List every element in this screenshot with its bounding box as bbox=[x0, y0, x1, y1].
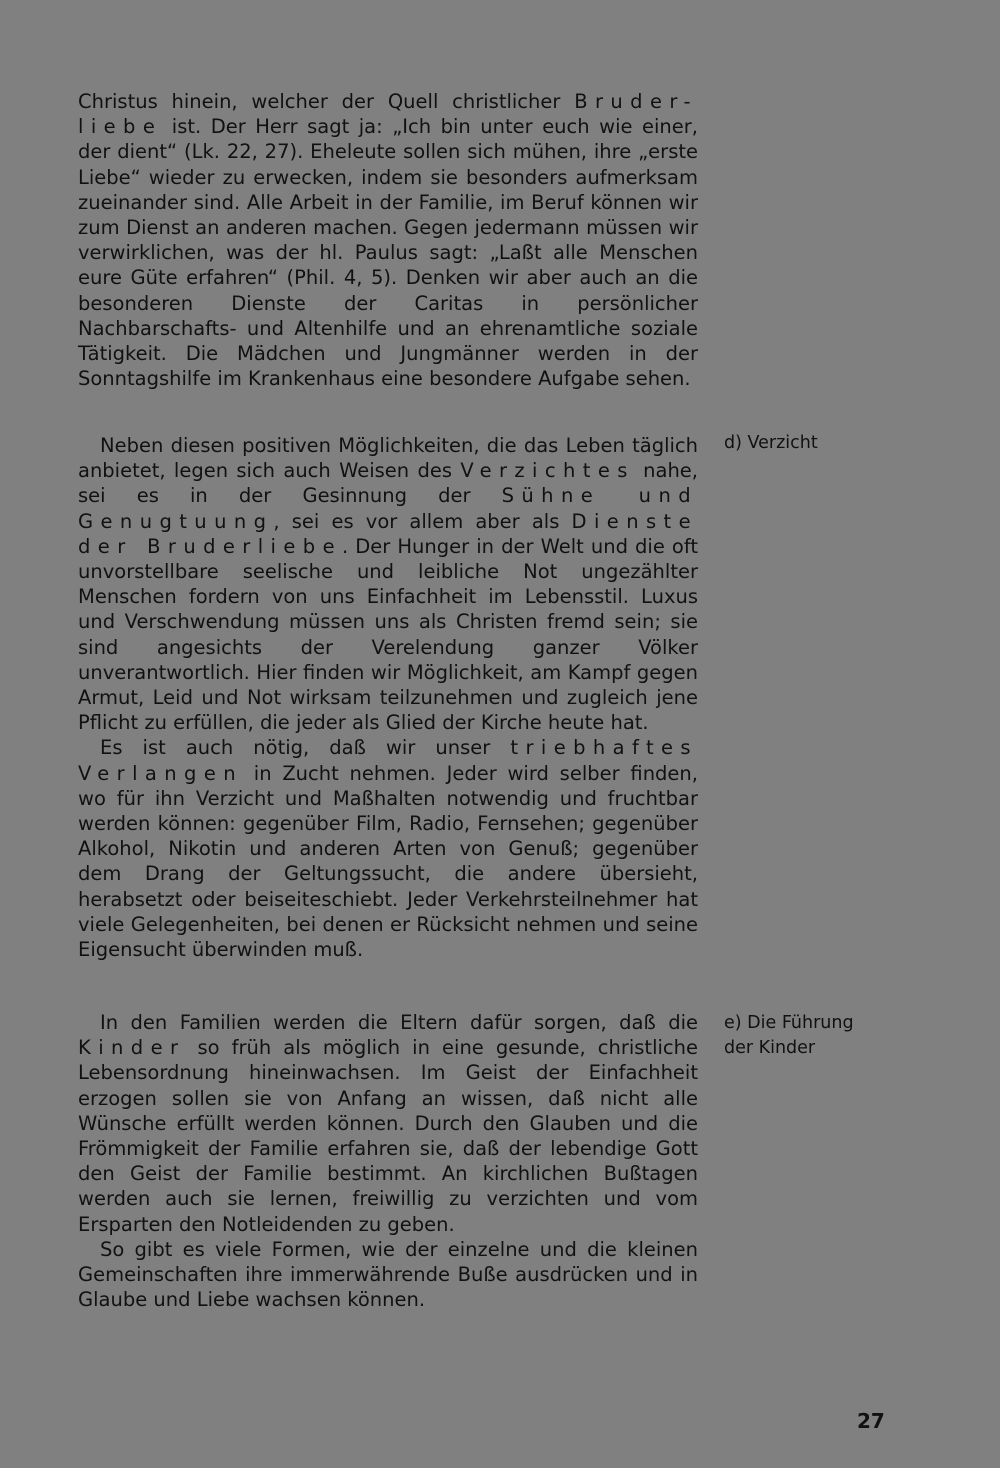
text-run: In den Familien werden die Eltern dafür sorgen, daß die bbox=[100, 1011, 698, 1034]
text-run: Neben diesen positiven Möglichkeiten, die das Leben täglich anbietet, legen sich auch Weisen des bbox=[78, 434, 698, 483]
text-run: in Zucht nehmen. Jeder wird selber finden, wo für ihn Verzicht und Maßhalten notwendig und fruchtbar werden können: gegenüber Film, Radio, Fernsehen; gegenüber Alkohol, Nikotin und anderen Arten von Genuß; gegenüber dem Drang der Geltungssucht, die andere übersieht, herabsetzt oder beiseiteschiebt. Jeder Verkehrsteilnehmer hat viele Gelegenheiten, bei denen er Rücksicht nehmen und seine Eigensucht überwinden muß. bbox=[78, 761, 698, 962]
spaced-emphasis: Dienste der Bruderliebe bbox=[78, 509, 698, 558]
margin-note-verzicht bbox=[724, 431, 924, 456]
paragraph-bruderliebe bbox=[78, 89, 698, 391]
text-run: so früh als möglich in eine gesunde, christliche Lebensordnung hineinwachsen. Im Geist der Einfachheit erzogen sollen sie von Anfang an wissen, daß nicht alle Wünsche erfüllt werden können. Durch den Glauben und die Frömmigkeit der Familie erfahren sie, daß der lebendige Gott den Geist der Familie bestimmt. An kirchlichen Bußtagen werden auch sie lernen, freiwillig zu verzichten und vom Ersparten den Notleidenden zu geben. bbox=[78, 1036, 698, 1236]
spaced-emphasis: Bruder-liebe bbox=[78, 90, 698, 139]
paragraph-triebhaftes-verlangen bbox=[78, 735, 698, 962]
margin-note-fuehrung-line-1: e) Die Führung bbox=[724, 1013, 854, 1033]
spaced-emphasis: triebhaftes Verlangen bbox=[78, 736, 698, 785]
text-block-bruderliebe bbox=[78, 89, 698, 391]
text-run: ist. Der Herr sagt ja: „Ich bin unter euch wie einer, der dient“ (Lk. 22, 27). Eheleute sollen sich mühen, ihre „erste Liebe“ wieder zu erwecken, indem sie besonders aufmerksam zueinander sind. Alle Arbeit in der Familie, im Beruf können wir zum Dienst an anderen machen. Gegen jedermann müssen wir verwirklichen, was der hl. Paulus sagt: „Laßt alle Menschen eure Güte erfahren“ (Phil. 4, 5). Denken wir aber auch an die besonderen Dienste der Caritas in persönlicher Nachbarschafts- und Altenhilfe und an ehrenamtliche soziale Tätigkeit. Die Mädchen und Jungmänner werden in der Sonntagshilfe im Krankenhaus eine besondere Aufgabe sehen. bbox=[78, 115, 698, 391]
text-run: Es ist auch nötig, daß wir unser bbox=[100, 736, 511, 760]
text-run: , sei es vor allem aber als bbox=[273, 509, 572, 533]
page-number: 27 bbox=[857, 1409, 885, 1433]
margin-note-fuehrung-der-kinder bbox=[724, 1011, 924, 1061]
spaced-emphasis: Sühne und Genugtuung bbox=[78, 484, 699, 533]
text-block-verzicht bbox=[78, 433, 698, 962]
paragraph-kinder bbox=[78, 1010, 698, 1237]
text-run: So gibt es viele Formen, wie der einzelne und die kleinen Gemeinschaften ihre immerwährende Buße ausdrücken und in Glaube und Liebe wachsen können. bbox=[78, 1237, 698, 1312]
text-run: Christus hinein, welcher der Quell christlicher bbox=[78, 90, 575, 113]
paragraph-verzicht bbox=[78, 433, 698, 735]
margin-note-verzicht-label: d) Verzicht bbox=[724, 433, 818, 453]
text-block-kinder bbox=[78, 1010, 698, 1312]
spaced-emphasis: Verzichtes bbox=[460, 459, 635, 483]
spaced-emphasis: Kinder bbox=[78, 1036, 186, 1060]
paragraph-formen-der-busse bbox=[78, 1237, 698, 1313]
margin-note-fuehrung-line-2: der Kinder bbox=[724, 1038, 816, 1058]
text-run: nahe, sei es in der Gesinnung der bbox=[78, 459, 698, 508]
text-run: . Der Hunger in der Welt und die oft unvorstellbare seelische und leibliche Not ungezählter Menschen fordern von uns Einfachheit im Lebensstil. Luxus und Verschwendung müssen uns als Christen fremd sein; sie sind angesichts der Verelendung ganzer Völker unverantwortlich. Hier finden wir Möglichkeit, am Kampf gegen Armut, Leid und Not wirksam teilzunehmen und zugleich jene Pflicht zu erfüllen, die jeder als Glied der Kirche heute hat. bbox=[78, 534, 698, 735]
